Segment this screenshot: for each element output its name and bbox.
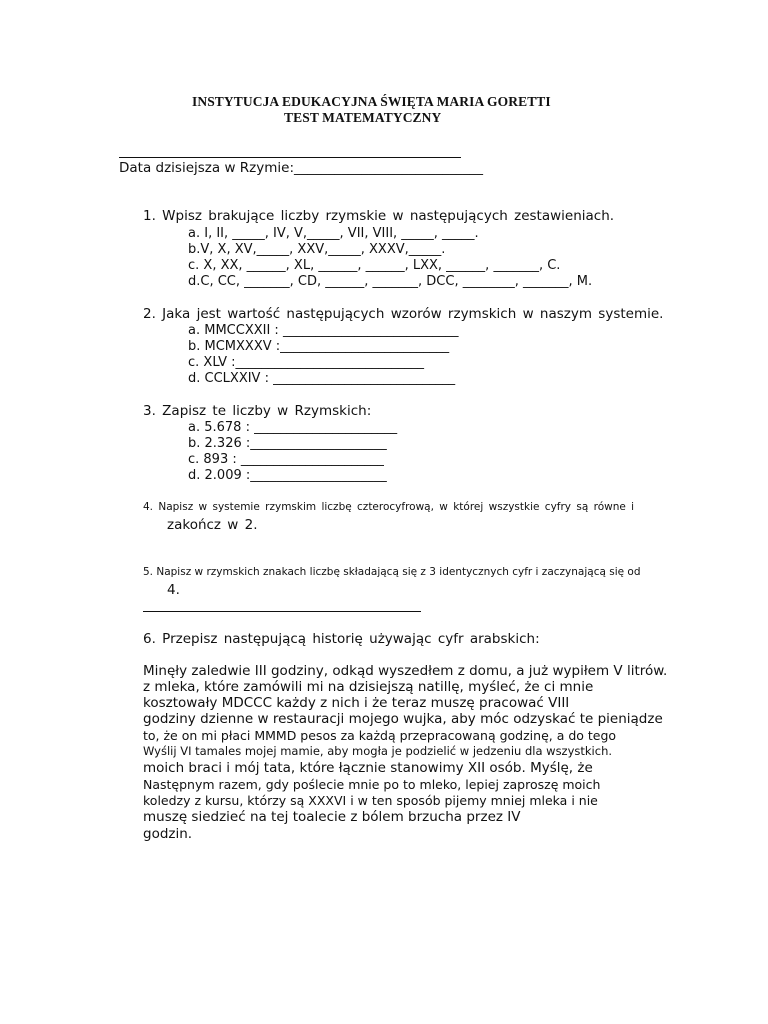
story-line: moich braci i mój tata, które łącznie stanowimy XII osób. Myślę, że bbox=[143, 760, 593, 776]
q5-answer-line bbox=[143, 611, 421, 612]
q4-line2: zakończ w 2. bbox=[167, 517, 258, 533]
story-line: muszę siedzieć na tej toalecie z bólem brzucha przez IV bbox=[143, 809, 521, 825]
story-line: z mleka, które zamówili mi na dzisiejszą natillę, myśleć, że ci mnie bbox=[143, 679, 594, 695]
q4-line1: 4. Napisz w systemie rzymskim liczbę czterocyfrową, w której wszystkie cyfry są równe i bbox=[143, 501, 635, 513]
q1-prompt: 1. Wpisz brakujące liczby rzymskie w następujących zestawieniach. bbox=[143, 208, 615, 224]
story-line: godziny dzienne w restauracji mojego wujka, aby móc odzyskać te pieniądze bbox=[143, 711, 663, 727]
q3-item-b: b. 2.326 :_____________________ bbox=[188, 436, 387, 451]
q3-item-d: d. 2.009 :_____________________ bbox=[188, 468, 387, 483]
story-line: Wyślij VI tamales mojej mamie, aby mogła je podzielić w jedzeniu dla wszystkich. bbox=[143, 744, 613, 758]
story-line: Minęły zaledwie III godziny, odkąd wyszedłem z domu, a już wypiłem V litrów. bbox=[143, 663, 668, 679]
q2-item-c: c. XLV :_____________________________ bbox=[188, 355, 425, 370]
q1-item-c: c. X, XX, ______, XL, ______, ______, LXX, ______, _______, C. bbox=[188, 258, 561, 273]
q5-line1: 5. Napisz w rzymskich znakach liczbę składającą się z 3 identycznych cyfr i zaczynającą się od bbox=[143, 566, 641, 578]
q3-item-c: c. 893 : ______________________ bbox=[188, 452, 384, 467]
q2-prompt: 2. Jaka jest wartość następujących wzorów rzymskich w naszym systemie. bbox=[143, 306, 664, 322]
q2-item-a: a. MMCCXXII : ___________________________ bbox=[188, 323, 459, 338]
q1-item-b: b.V, X, XV,_____, XXV,_____, XXXV,_____. bbox=[188, 242, 446, 257]
story-line: to, że on mi płaci MMMD pesos za każdą przepracowaną godzinę, a do tego bbox=[143, 728, 617, 743]
institution-title: INSTYTUCJA EDUKACYJNA ŚWIĘTA MARIA GORETTI bbox=[192, 94, 551, 109]
q3-item-a: a. 5.678 : ______________________ bbox=[188, 420, 398, 435]
q3-prompt: 3. Zapisz te liczby w Rzymskich: bbox=[143, 403, 372, 419]
q1-item-a: a. I, II, _____, IV, V,_____, VII, VIII, _____, _____. bbox=[188, 226, 479, 241]
q6-prompt: 6. Przepisz następującą historię używając cyfr arabskich: bbox=[143, 631, 540, 647]
name-line bbox=[119, 157, 461, 158]
story-line: kosztowały MDCCC każdy z nich i że teraz muszę pracować VIII bbox=[143, 695, 570, 711]
q5-line2: 4. bbox=[167, 582, 180, 598]
q1-item-d: d.C, CC, _______, CD, ______, _______, DCC, ________, _______, M. bbox=[188, 274, 593, 289]
story-line: godzin. bbox=[143, 826, 193, 842]
date-label: Data dzisiejsza w Rzymie:____________________________ bbox=[119, 160, 483, 176]
story-line: koledzy z kursu, którzy są XXXVI i w ten sposób pijemy mniej mleka i nie bbox=[143, 793, 598, 808]
story-line: Następnym razem, gdy poślecie mnie po to mleko, lepiej zaproszę moich bbox=[143, 777, 601, 792]
q2-item-b: b. MCMXXXV :__________________________ bbox=[188, 339, 450, 354]
test-title: TEST MATEMATYCZNY bbox=[284, 110, 442, 125]
q2-item-d: d. CCLXXIV : ____________________________ bbox=[188, 371, 456, 386]
